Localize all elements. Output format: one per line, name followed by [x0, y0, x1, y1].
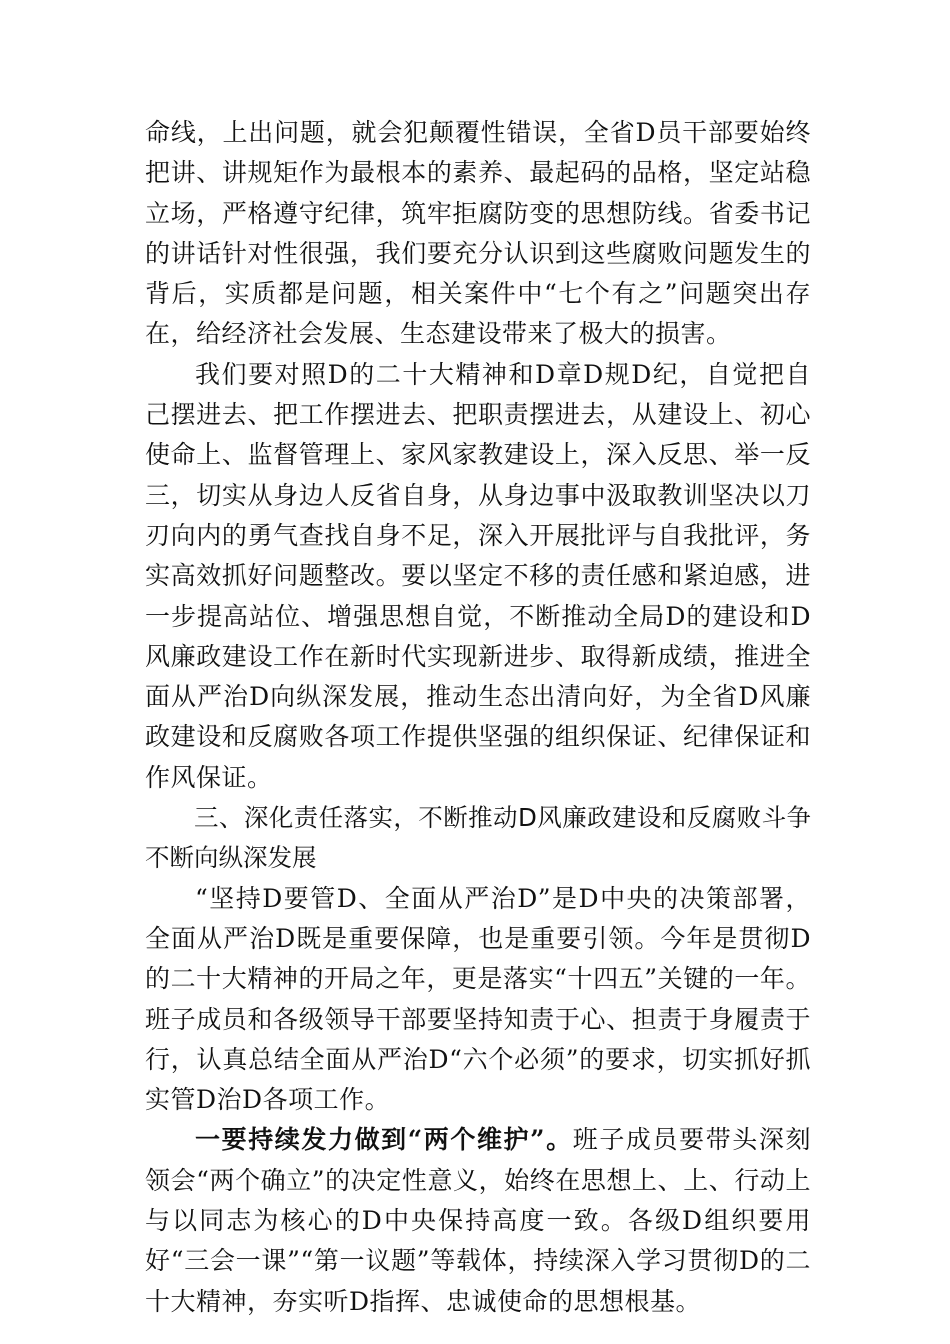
section-heading-three: 三、深化责任落实，不断推动D风廉政建设和反腐败斗争不断向纵深发展 — [145, 803, 811, 873]
paragraph-lead-body: 班子成员要带头深刻领会“两个确立”的决定性意义，始终在思想上、上、行动上与以同志为核心的D中央保持高度一致。各级D组织要用好“三会一课”“第一议题”等载体，持续深入学习贯彻D的二十大精神，夯实听D指挥、忠诚使命的思想根基。 — [145, 1125, 811, 1316]
paragraph-two-safeguards — [145, 1120, 811, 1321]
paragraph-self-reflection: 我们要对照D的二十大精神和D章D规D纪，自觉把自己摆进去、把工作摆进去、把职责摆进去，从建设上、初心使命上、监督管理上、家风家教建设上，深入反思、举一反三，切实从身边人反省自身，从身边事中汲取教训坚决以刀刃向内的勇气查找自身不足，深入开展批评与自我批评，务实高效抓好问题整改。要以坚定不移的责任感和紧迫感，进一步提高站位、增强思想自觉，不断推动全局D的建设和D风廉政建设工作在新时代实现新进步、取得新成绩，推进全面从严治D向纵深发展，推动生态出清向好，为全省D风廉政建设和反腐败各项工作提供坚强的组织保证、纪律保证和作风保证。 — [145, 359, 811, 792]
document-body — [145, 113, 811, 1322]
paragraph-continuation: 命线，上出问题，就会犯颠覆性错误，全省D员干部要始终把讲、讲规矩作为最根本的素养、最起码的品格，坚定站稳立场，严格遵守纪律，筑牢拒腐防变的思想防线。省委书记的讲话针对性很强，我们要充分认识到这些腐败问题发生的背后，实质都是问题，相关案件中“七个有之”问题突出存在，给经济社会发展、生态建设带来了极大的损害。 — [145, 118, 811, 349]
paragraph-lead-bold: 一要持续发力做到“两个维护”。 — [195, 1125, 573, 1155]
paragraph-responsibility: “坚持D要管D、全面从严治D”是D中央的决策部署，全面从严治D既是重要保障，也是重要引领。今年是贯彻D的二十大精神的开局之年，更是落实“十四五”关键的一年。班子成员和各级领导干部要坚持知责于心、担责于身履责于行，认真总结全面从严治D“六个必须”的要求，切实抓好抓实管D治D各项工作。 — [145, 883, 811, 1115]
